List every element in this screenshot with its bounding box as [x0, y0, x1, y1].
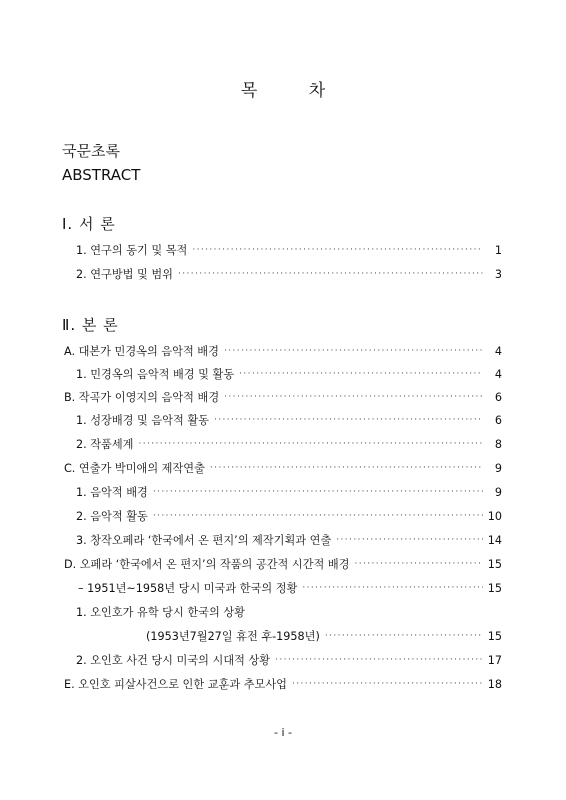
toc-entry[interactable]: [76, 242, 502, 258]
toc-entry-page: 4: [494, 367, 502, 381]
toc-entry[interactable]: [146, 628, 502, 644]
abstract-english-link[interactable]: ABSTRACT: [62, 166, 141, 184]
toc-entry-page: 15: [487, 629, 502, 643]
toc-entry[interactable]: [76, 366, 502, 382]
toc-entry[interactable]: [76, 266, 502, 282]
dot-leader: [292, 679, 483, 689]
dot-leader: [224, 392, 483, 402]
toc-entry[interactable]: [64, 343, 502, 359]
toc-entry-page: 18: [487, 677, 502, 691]
dot-leader: [224, 346, 483, 356]
dot-leader: [302, 583, 482, 593]
dot-leader: [275, 655, 483, 665]
toc-entry[interactable]: [64, 389, 502, 405]
toc-entry[interactable]: [76, 508, 502, 524]
toc-entry-label: 1. 연구의 동기 및 목적: [76, 244, 188, 257]
dot-leader: [192, 245, 483, 255]
toc-entry-page: 6: [494, 390, 502, 404]
toc-entry-label: 2. 연구방법 및 범위: [76, 268, 173, 281]
toc-entry-label: A. 대본가 민경옥의 음악적 배경: [64, 345, 219, 358]
toc-entry-page: 15: [487, 557, 502, 571]
toc-entry-label: 1. 성장배경 및 음악적 활동: [76, 414, 209, 427]
toc-entry-label: 1. 민경옥의 음악적 배경 및 활동: [76, 368, 235, 381]
dot-leader: [178, 269, 483, 279]
toc-entry-page: 14: [487, 533, 502, 547]
toc-entry[interactable]: [76, 484, 502, 500]
toc-entry-label: 2. 오인호 사건 당시 미국의 시대적 상황: [76, 654, 271, 667]
dot-leader: [153, 511, 483, 521]
toc-entry[interactable]: [64, 676, 502, 692]
dot-leader: [336, 535, 482, 545]
dot-leader: [210, 463, 483, 473]
toc-entry[interactable]: [76, 652, 502, 668]
toc-entry-page: 3: [494, 267, 502, 281]
page-title: 목 차: [240, 81, 326, 101]
dot-leader: [239, 369, 483, 379]
toc-entry-label: 2. 음악적 활동: [76, 510, 148, 523]
section-heading-main-body: Ⅱ. 본 론: [62, 316, 119, 334]
toc-entry-page: 1: [494, 243, 502, 257]
toc-entry[interactable]: [64, 556, 502, 572]
toc-entry-label: D. 오페라 ‘한국에서 온 편지’의 작품의 공간적 시간적 배경: [64, 558, 350, 571]
toc-entry-label: 3. 창작오페라 ‘한국에서 온 편지’의 제작기획과 연출: [76, 534, 332, 547]
toc-entry-page: 17: [487, 653, 502, 667]
toc-entry-page: 8: [494, 437, 502, 451]
toc-entry-label: C. 연출가 박미애의 제작연출: [64, 462, 205, 475]
toc-entry-label: 1. 음악적 배경: [76, 486, 148, 499]
toc-entry-page: 9: [494, 485, 502, 499]
toc-entry[interactable]: [78, 580, 502, 596]
toc-entry-label: 2. 작품세계: [76, 438, 134, 451]
toc-entry-label: B. 작곡가 이영지의 음악적 배경: [64, 391, 220, 404]
dot-leader: [214, 415, 483, 425]
toc-entry-page: 9: [494, 461, 502, 475]
dot-leader: [325, 631, 483, 641]
toc-entry-heading[interactable]: 1. 오인호가 유학 당시 한국의 상황: [76, 606, 245, 619]
toc-entry[interactable]: [64, 460, 502, 476]
dot-leader: [355, 559, 483, 569]
toc-entry-label: – 1951년~1958년 당시 미국과 한국의 정황: [78, 582, 298, 595]
toc-entry-label: E. 오인호 피살사건으로 인한 교훈과 추모사업: [64, 678, 287, 691]
toc-entry-page: 4: [494, 344, 502, 358]
toc-entry-page: 10: [487, 509, 502, 523]
dot-leader: [138, 439, 483, 449]
dot-leader: [153, 487, 483, 497]
toc-entry[interactable]: [76, 412, 502, 428]
toc-entry-page: 15: [487, 581, 502, 595]
toc-entry[interactable]: [76, 532, 502, 548]
page-number-footer: - i -: [274, 726, 292, 739]
abstract-korean-link[interactable]: 국문초록: [62, 142, 120, 160]
toc-entry-label: (1953년7월27일 휴전 후-1958년): [146, 630, 320, 643]
toc-entry[interactable]: [76, 436, 502, 452]
toc-entry-page: 6: [494, 413, 502, 427]
section-heading-introduction: Ⅰ. 서 론: [62, 215, 116, 233]
